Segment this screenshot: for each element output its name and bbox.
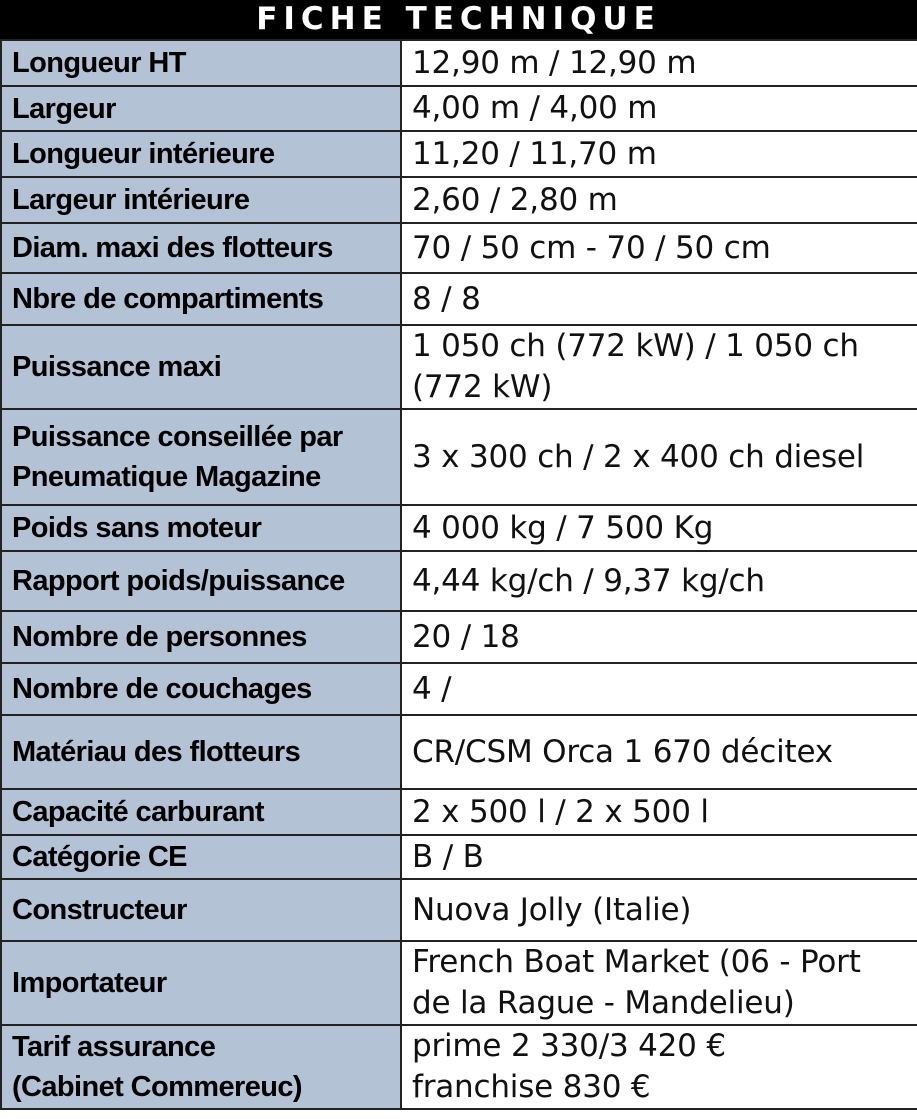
spec-value-line: prime 2 330/3 420 €: [412, 1028, 726, 1064]
spec-row: [1, 835, 917, 879]
spec-label-line: Puissance conseillée par: [12, 421, 343, 453]
spec-row: [1, 177, 917, 223]
spec-value-line: CR/CSM Orca 1 670 décitex: [412, 733, 833, 770]
spec-value-line: 1 050 ch (772 kW) / 1 050 ch: [412, 328, 859, 364]
spec-label: [1, 835, 401, 879]
spec-value-line: B / B: [412, 838, 484, 875]
spec-label-line: (Cabinet Commereuc): [12, 1071, 302, 1103]
sheet-title: FICHE TECHNIQUE: [0, 0, 917, 39]
spec-value: [401, 789, 917, 835]
spec-value-line: de la Rague - Mandelieu): [412, 985, 795, 1021]
spec-row: [1, 789, 917, 835]
spec-value-line: 70 / 50 cm - 70 / 50 cm: [412, 229, 771, 266]
spec-label-line: Pneumatique Magazine: [12, 461, 321, 493]
spec-value-line: French Boat Market (06 - Port: [412, 944, 861, 980]
spec-label-line: Diam. maxi des flotteurs: [12, 232, 333, 264]
spec-value: [401, 40, 917, 86]
spec-label: [1, 86, 401, 131]
spec-value-line: 4 /: [412, 670, 452, 707]
spec-row: [1, 879, 917, 941]
spec-row: [1, 273, 917, 325]
spec-label: [1, 409, 401, 505]
spec-label-line: Nbre de compartiments: [12, 283, 324, 315]
spec-label: [1, 663, 401, 715]
spec-label: [1, 40, 401, 86]
spec-value: [401, 879, 917, 941]
spec-value-line: 20 / 18: [412, 618, 520, 655]
spec-value: [401, 611, 917, 663]
spec-value-line: 4,00 m / 4,00 m: [412, 90, 658, 126]
spec-row: [1, 40, 917, 86]
spec-table: [0, 39, 917, 1110]
spec-value: [401, 177, 917, 223]
spec-row: [1, 409, 917, 505]
spec-label: [1, 505, 401, 551]
spec-label: [1, 273, 401, 325]
spec-value: [401, 663, 917, 715]
spec-value-line: 12,90 m / 12,90 m: [412, 44, 697, 81]
spec-row: [1, 131, 917, 177]
spec-value-line: 3 x 300 ch / 2 x 400 ch diesel: [412, 438, 865, 475]
spec-label-line: Largeur intérieure: [12, 184, 250, 216]
spec-row: [1, 86, 917, 131]
spec-value: [401, 409, 917, 505]
spec-label-line: Puissance maxi: [12, 351, 222, 383]
spec-value-line: 8 / 8: [412, 280, 481, 317]
spec-label-line: Capacité carburant: [12, 796, 264, 828]
spec-value: [401, 325, 917, 409]
spec-label-line: Longueur HT: [12, 47, 186, 79]
spec-label: [1, 611, 401, 663]
spec-value-line: 2,60 / 2,80 m: [412, 181, 618, 218]
spec-value-line: 4,44 kg/ch / 9,37 kg/ch: [412, 562, 765, 599]
spec-value-line: 2 x 500 l / 2 x 500 l: [412, 793, 709, 830]
spec-row: [1, 505, 917, 551]
spec-label-line: Constructeur: [12, 894, 187, 926]
spec-value: [401, 223, 917, 273]
spec-label-line: Rapport poids/puissance: [12, 565, 345, 597]
spec-row: [1, 663, 917, 715]
spec-label: [1, 177, 401, 223]
spec-label: [1, 1025, 401, 1109]
spec-label-line: Importateur: [12, 967, 167, 999]
spec-label-line: Longueur intérieure: [12, 138, 275, 170]
spec-row: [1, 941, 917, 1025]
spec-label: [1, 551, 401, 611]
spec-table-body: [1, 40, 917, 1109]
spec-label-line: Nombre de couchages: [12, 673, 312, 705]
spec-row: [1, 325, 917, 409]
spec-value-line: (772 kW): [412, 369, 553, 405]
spec-row: [1, 715, 917, 789]
spec-label-line: Nombre de personnes: [12, 621, 307, 653]
spec-label: [1, 789, 401, 835]
spec-value: [401, 131, 917, 177]
spec-value-line: 11,20 / 11,70 m: [412, 135, 657, 172]
spec-value: [401, 505, 917, 551]
spec-label-line: Catégorie CE: [12, 841, 187, 873]
spec-value: [401, 941, 917, 1025]
spec-label: [1, 879, 401, 941]
spec-value: [401, 273, 917, 325]
spec-row: [1, 611, 917, 663]
spec-label-line: Largeur: [12, 92, 116, 125]
spec-label: [1, 941, 401, 1025]
spec-label: [1, 715, 401, 789]
spec-value-line: franchise 830 €: [412, 1069, 651, 1105]
spec-value: [401, 715, 917, 789]
spec-label-line: Tarif assurance: [12, 1031, 216, 1063]
spec-value: [401, 86, 917, 131]
spec-label: [1, 223, 401, 273]
spec-label: [1, 325, 401, 409]
spec-value: [401, 1025, 917, 1109]
spec-label: [1, 131, 401, 177]
spec-value: [401, 551, 917, 611]
spec-row: [1, 1025, 917, 1109]
spec-value-line: Nuova Jolly (Italie): [412, 891, 692, 928]
spec-value-line: 4 000 kg / 7 500 Kg: [412, 509, 714, 546]
spec-row: [1, 551, 917, 611]
spec-label-line: Poids sans moteur: [12, 512, 262, 544]
spec-row: [1, 223, 917, 273]
spec-value: [401, 835, 917, 879]
spec-label-line: Matériau des flotteurs: [12, 736, 301, 768]
